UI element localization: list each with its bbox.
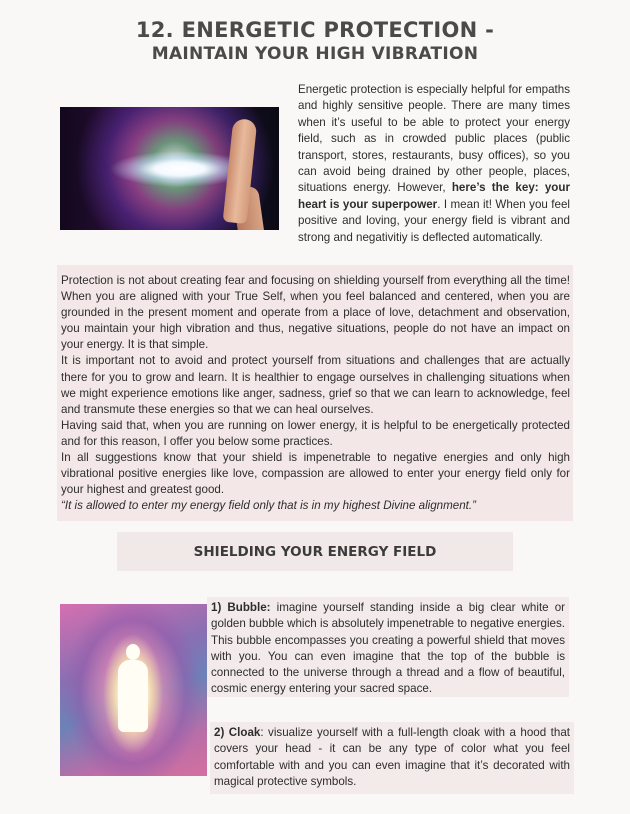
cloak-description: : visualize yourself with a full-length cloak with a hood that covers your head - it can be any type of color what you feel comfortable with and you can even imagine that it’s decorated with magical protective symbols. [214,726,570,788]
intro-text-start: Energetic protection is especially helpful for empaths and highly sensitive people. There are many times when it’s useful to be able to protect your energy field, such as in crowded public places (public transport, stores, restaurants, busy offices), so you can avoid being drained by other people, places, situations energy. However, [298,83,570,195]
intro-text-end: . I mean it! When you feel positive and loving, your energy field is vibrant and strong and negativitiy is deflected automatically. [298,197,570,244]
bubble-practice-text [207,597,569,701]
info-paragraph: It is important not to avoid and protect yourself from situations and challenges that are actually there for you to grow and learn. It is healthier to engage ourselves in challenging situations when we might experience emotions like anger, sadness, grief so that we can learn to acknowledge, feel and transmute these energies so that we can heal ourselves. [61,354,570,416]
bubble-practice-card [207,597,569,697]
bubble-description: imagine yourself standing inside a big clear white or golden bubble which is absolutely impenetrable to negative energies. This bubble encompasses you creating a powerful shield that moves with you. You can even imagine that the top of the bubble is connected to the universe through a thread and a flow of beautiful, cosmic energy entering your sacred space. [211,601,566,696]
figure-head-shape [126,644,140,660]
aura-figure-image [60,604,207,776]
cloak-label: 2) Cloak [214,726,261,739]
info-paragraph: In all suggestions know that your shield is impenetrable to negative energies and only high vibrational positive energies like love, compassion are allowed to enter your energy field only for your highest and greatest good. [61,451,570,497]
page-title: 12. ENERGETIC PROTECTION - [135,18,495,42]
intro-paragraph [298,82,570,246]
page-subtitle: MAINTAIN YOUR HIGH VIBRATION [151,44,479,64]
cloak-practice-text [210,722,574,793]
figure-body-shape [118,660,148,732]
info-paragraph: Protection is not about creating fear and focusing on shielding yourself from everything all the time! When you are aligned with your True Self, when you feel balanced and centered, when you are grounded in the present moment and operate from a place of love, detachment and observation, you maintain your high vibration and thus, negative situations, people do not have an impact on your energy. It is that simple. [61,274,570,352]
intro-key-phrase: here’s the key: your heart is your superpower [298,181,570,211]
bubble-label: 1) Bubble: [211,601,271,614]
cloak-practice-card [210,722,574,794]
affirmation-quote: “It is allowed to enter my energy field only that is in my highest Divine alignment.” [61,499,476,513]
light-hand-image [60,107,279,230]
info-paragraph: Having said that, when you are running on lower energy, it is helpful to be energetically protected and for this reason, I offer you below some practices. [61,418,570,448]
protection-info-text [61,273,570,514]
section-heading: SHIELDING YOUR ENERGY FIELD [117,532,513,571]
